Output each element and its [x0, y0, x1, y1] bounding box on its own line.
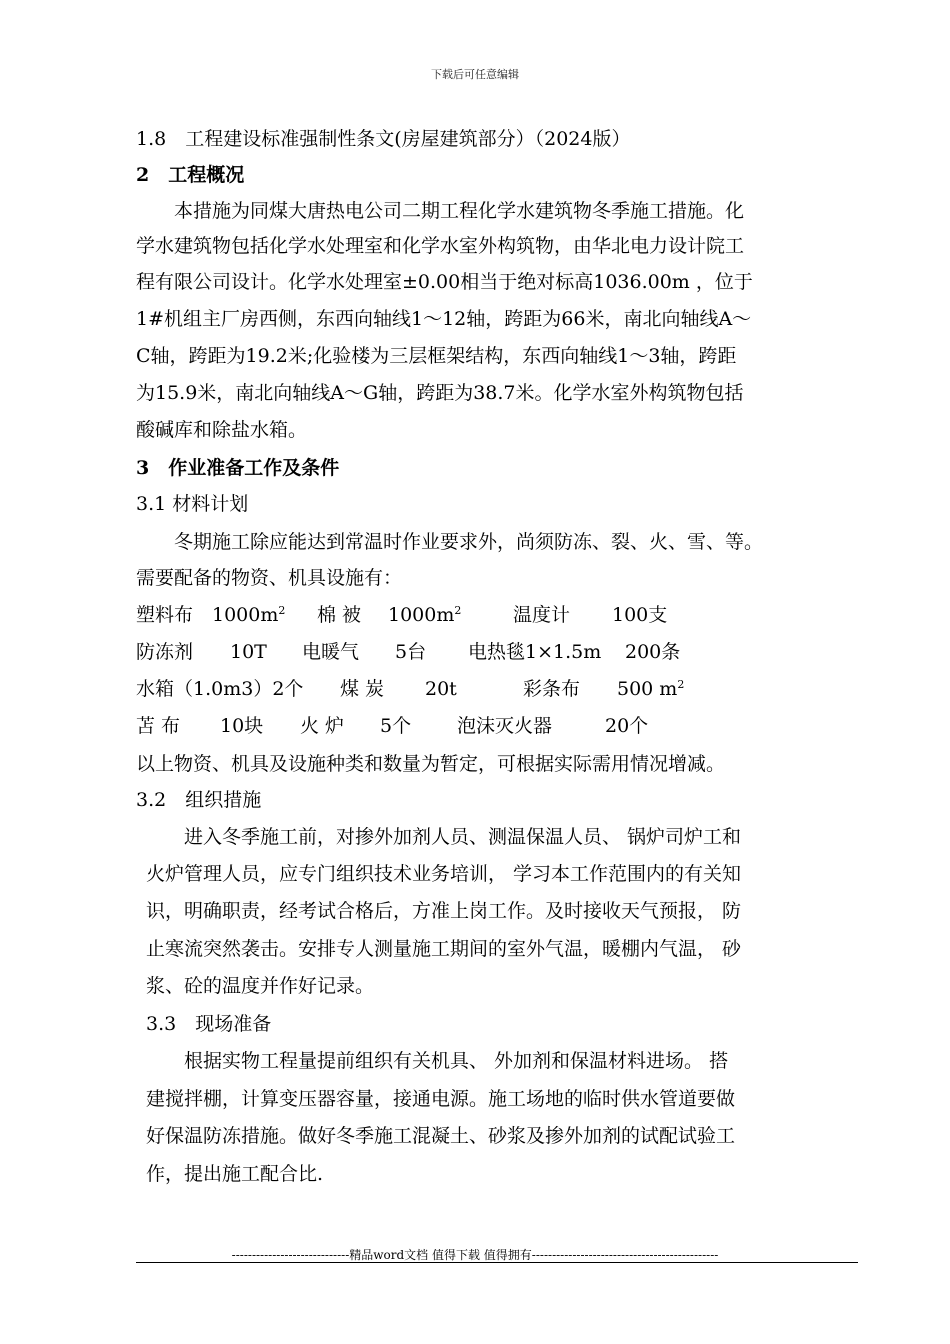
organization-line-3: 识，明确职责，经考试合格后，方准上岗工作。及时接收天气预报， 防 [146, 900, 742, 922]
material-name: 煤 炭 [340, 678, 385, 700]
material-name: 电热毯1×1.5m [468, 641, 602, 663]
overview-line-7: 酸碱库和除盐水箱。 [136, 419, 308, 441]
material-name: 温度计 [513, 604, 571, 626]
material-qty: $1000m^2$ [212, 604, 286, 626]
material-name: 防冻剂 [136, 641, 194, 663]
heading-3-1: 3.1 材料计划 [136, 493, 249, 515]
material-name: 泡沫灭火器 [457, 715, 553, 737]
material-name: 塑料布 [136, 604, 194, 626]
material-name: 火 炉 [300, 715, 345, 737]
materials-intro-2: 需要配备的物资、机具设施有： [136, 567, 403, 589]
clause-1-8: 1.8 工程建设标准强制性条文(房屋建筑部分）（2024版） [136, 128, 631, 150]
overview-line-2: 学水建筑物包括化学水处理室和化学水室外构筑物，由华北电力设计院工 [136, 235, 745, 257]
site-prep-line-2: 建搅拌棚，计算变压器容量，接通电源。施工场地的临时供水管道要做 [146, 1088, 736, 1110]
material-name: 彩条布 [523, 678, 581, 700]
material-qty: $1000m^2$ [388, 604, 462, 626]
site-prep-line-3: 好保温防冻措施。做好冬季施工混凝土、砂浆及掺外加剂的试配试验工 [146, 1125, 736, 1147]
site-prep-line-1: 根据实物工程量提前组织有关机具、 外加剂和保温材料进场。 搭 [146, 1050, 729, 1072]
material-name: 电暖气 [302, 641, 360, 663]
material-qty: 10块 [220, 715, 264, 737]
material-qty: 5个 [380, 715, 412, 737]
organization-line-2: 火炉管理人员，应专门组织技术业务培训， 学习本工作范围内的有关知 [146, 863, 742, 885]
material-name: 水箱（1.0m3）2个 [136, 678, 304, 700]
material-qty: 100支 [612, 604, 668, 626]
overview-line-1: 本措施为同煤大唐热电公司二期工程化学水建筑物冬季施工措施。化 [136, 200, 745, 222]
materials-note: 以上物资、机具及设施种类和数量为暂定，可根据实际需用情况增减。 [136, 753, 726, 775]
material-name: 苫 布 [136, 715, 181, 737]
page-footer: -----------------------------精品word文档 值得下载 值得拥有---------------------------------------------- [231, 1248, 719, 1262]
material-qty: 10T [230, 641, 267, 663]
heading-section-3: 3 作业准备工作及条件 [136, 457, 340, 479]
material-qty: 5台 [395, 641, 427, 663]
overview-line-5: C轴，跨距为19.2米;化验楼为三层框架结构，东西向轴线1～3轴，跨距 [136, 345, 737, 367]
overview-line-3: 程有限公司设计。化学水处理室±0.00相当于绝对标高1036.00m ，位于 [136, 271, 753, 293]
materials-intro-1: 冬期施工除应能达到常温时作业要求外，尚须防冻、裂、火、雪、等。 [136, 531, 764, 553]
heading-3-2: 3.2 组织措施 [136, 789, 262, 811]
material-qty: 200条 [625, 641, 681, 663]
footer-divider [136, 1262, 858, 1263]
organization-line-4: 止寒流突然袭击。安排专人测量施工期间的室外气温，暖棚内气温， 砂 [146, 938, 742, 960]
site-prep-line-4: 作，提出施工配合比. [146, 1163, 324, 1185]
overview-line-6: 为15.9米，南北向轴线A～G轴，跨距为38.7米。化学水室外构筑物包括 [136, 382, 744, 404]
organization-line-1: 进入冬季施工前，对掺外加剂人员、测温保温人员、 锅炉司炉工和 [146, 826, 742, 848]
heading-3-3: 3.3 现场准备 [146, 1013, 272, 1035]
material-qty: 20t [425, 678, 457, 700]
overview-line-4: 1#机组主厂房西侧，东西向轴线1～12轴，跨距为66米，南北向轴线A～ [136, 308, 752, 330]
material-qty: 500 $m^2$ [617, 678, 685, 700]
heading-section-2: 2 工程概况 [136, 164, 245, 186]
organization-line-5: 浆、砼的温度并作好记录。 [146, 975, 375, 997]
page-header: 下载后可任意编辑 [431, 68, 519, 81]
material-qty: 20个 [605, 715, 649, 737]
material-name: 棉 被 [317, 604, 362, 626]
